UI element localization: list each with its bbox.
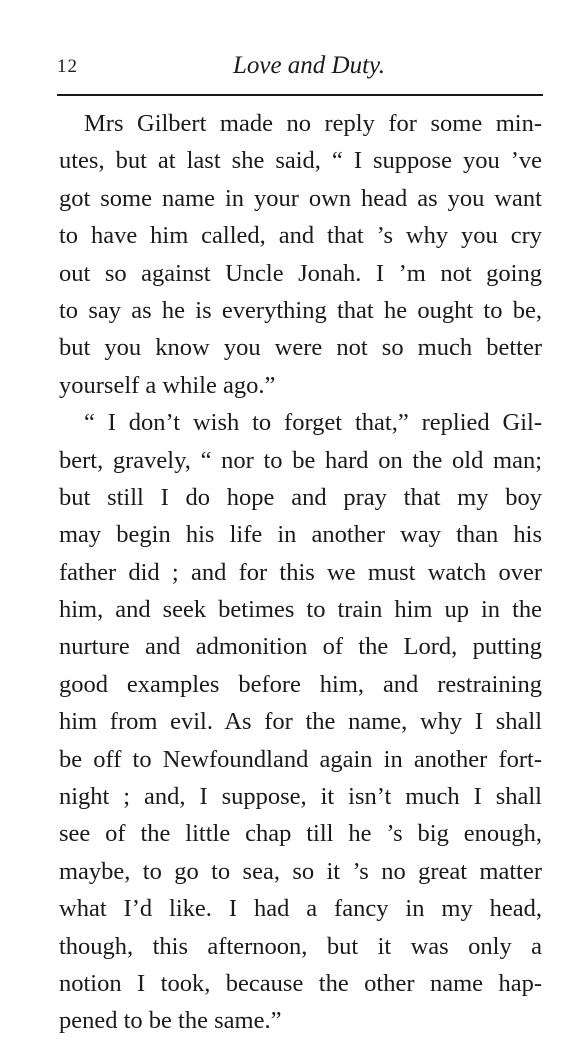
text-line: be off to Newfoundland again in another fort- <box>59 745 542 773</box>
text-line: nurture and admonition of the Lord, putting <box>59 633 542 661</box>
text-line: pened to be the same.” <box>59 1007 282 1035</box>
running-title: Love and Duty. <box>232 52 386 79</box>
text-line: “ I don’t wish to forget that,” replied Gil- <box>84 409 542 437</box>
text-line: what I’d like. I had a fancy in my head, <box>59 895 542 923</box>
text-line: utes, but at last she said, “ I suppose you ’ve <box>59 147 542 175</box>
text-line: out so against Uncle Jonah. I ’m not going <box>59 259 542 287</box>
text-line: father did ; and for this we must watch over <box>59 558 542 586</box>
text-line: to have him called, and that ’s why you cry <box>59 222 542 250</box>
text-line: good examples before him, and restraining <box>59 670 542 698</box>
text-line: him, and seek betimes to train him up in the <box>59 596 542 624</box>
text-line: to say as he is everything that he ought to be, <box>59 296 542 324</box>
paragraph <box>59 105 542 404</box>
text-line: but you know you were not so much better <box>59 334 542 362</box>
text-line: though, this afternoon, but it was only a <box>59 932 542 960</box>
text-line: Mrs Gilbert made no reply for some min- <box>84 110 542 137</box>
page-number: 12 <box>57 56 78 77</box>
text-line: him from evil. As for the name, why I shall <box>59 708 542 736</box>
text-line: got some name in your own head as you want <box>59 184 542 212</box>
header-rule <box>57 94 543 96</box>
text-line: may begin his life in another way than his <box>59 521 542 549</box>
text-line: bert, gravely, “ nor to be hard on the old man; <box>59 446 542 474</box>
paragraph <box>59 404 542 1040</box>
running-head <box>57 52 541 82</box>
text-line: but still I do hope and pray that my boy <box>59 483 542 511</box>
text-line: yourself a while ago.” <box>59 371 276 399</box>
text-line: night ; and, I suppose, it isn’t much I shall <box>59 783 542 811</box>
text-line: notion I took, because the other name hap- <box>59 969 542 997</box>
text-line: maybe, to go to sea, so it ’s no great matter <box>59 857 542 885</box>
body-text <box>59 105 542 1040</box>
text-line: see of the little chap till he ’s big enough, <box>59 820 542 848</box>
